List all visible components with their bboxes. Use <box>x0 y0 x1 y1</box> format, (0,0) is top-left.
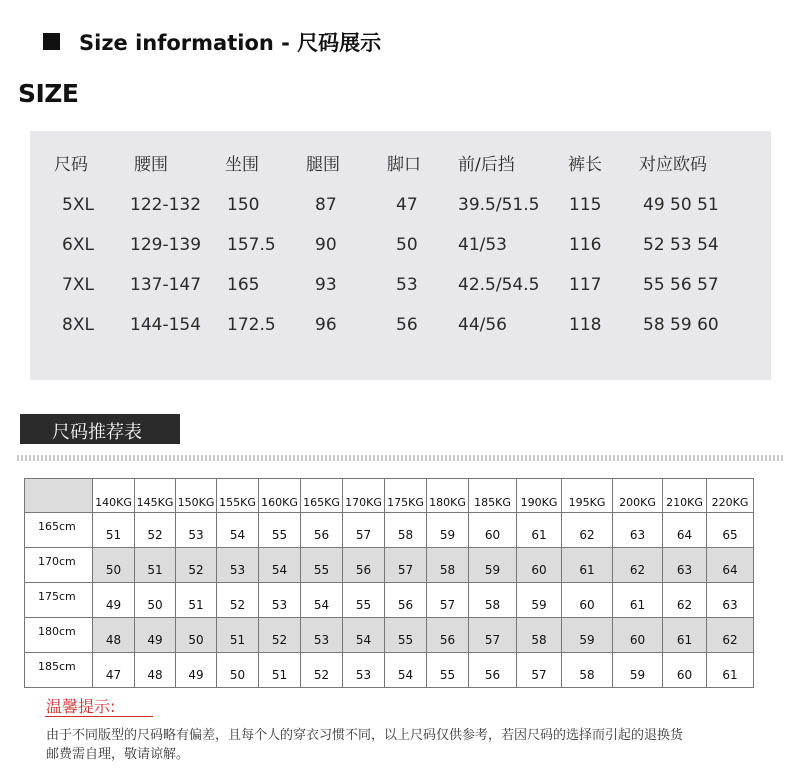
weight-header: 210KG <box>663 479 707 513</box>
size-cell: 144-154 <box>130 315 202 335</box>
size-header-cell: 裤长 <box>568 155 602 175</box>
size-cell: 96 <box>315 315 337 335</box>
size-cell: 6XL <box>62 235 94 255</box>
table-cell: 57 <box>343 513 385 548</box>
size-cell: 118 <box>569 315 602 335</box>
table-cell: 53 <box>176 513 217 548</box>
table-cell: 60 <box>663 653 707 688</box>
table-cell: 54 <box>343 618 385 653</box>
table-cell: 58 <box>469 583 517 618</box>
table-cell: 56 <box>301 513 343 548</box>
table-cell: 58 <box>427 548 469 583</box>
size-cell: 52 53 54 <box>643 235 719 255</box>
size-header-cell: 腰围 <box>134 155 168 175</box>
table-cell: 55 <box>343 583 385 618</box>
table-cell: 51 <box>259 653 301 688</box>
table-cell: 59 <box>562 618 613 653</box>
recommendation-table <box>24 478 754 688</box>
weight-header: 150KG <box>176 479 217 513</box>
weight-header: 165KG <box>301 479 343 513</box>
size-cell: 8XL <box>62 315 94 335</box>
table-cell: 52 <box>176 548 217 583</box>
table-cell: 48 <box>93 618 135 653</box>
weight-header: 155KG <box>217 479 259 513</box>
weight-header: 180KG <box>427 479 469 513</box>
size-cell: 117 <box>569 275 602 295</box>
table-cell: 56 <box>427 618 469 653</box>
table-cell: 57 <box>469 618 517 653</box>
table-cell: 52 <box>259 618 301 653</box>
table-cell: 49 <box>93 583 135 618</box>
table-cell: 57 <box>517 653 562 688</box>
table-cell: 55 <box>427 653 469 688</box>
table-cell: 51 <box>217 618 259 653</box>
table-cell: 54 <box>385 653 427 688</box>
table-cell: 56 <box>385 583 427 618</box>
size-cell: 90 <box>315 235 337 255</box>
table-cell: 60 <box>469 513 517 548</box>
table-cell: 61 <box>613 583 663 618</box>
weight-header-row <box>25 479 754 513</box>
tip-text-line: 邮费需自理，敬请谅解。 <box>46 747 190 762</box>
size-header-cell: 尺码 <box>54 155 88 175</box>
table-row <box>25 583 754 618</box>
table-row <box>25 548 754 583</box>
table-cell: 53 <box>343 653 385 688</box>
table-cell: 52 <box>301 653 343 688</box>
size-cell: 44/56 <box>458 315 507 335</box>
table-cell: 54 <box>217 513 259 548</box>
table-cell: 57 <box>385 548 427 583</box>
table-cell: 50 <box>176 618 217 653</box>
table-cell: 51 <box>93 513 135 548</box>
size-heading: SIZE <box>18 79 79 108</box>
table-cell: 60 <box>517 548 562 583</box>
size-header-cell: 坐围 <box>225 155 259 175</box>
size-cell: 172.5 <box>227 315 276 335</box>
table-row <box>25 618 754 653</box>
size-cell: 122-132 <box>130 195 202 215</box>
table-cell: 53 <box>301 618 343 653</box>
size-cell: 129-139 <box>130 235 202 255</box>
size-cell: 58 59 60 <box>643 315 719 335</box>
table-cell: 53 <box>259 583 301 618</box>
table-cell: 59 <box>427 513 469 548</box>
table-cell: 63 <box>707 583 754 618</box>
table-cell: 48 <box>135 653 176 688</box>
dotted-divider <box>17 455 783 461</box>
height-label: 180cm <box>25 618 93 653</box>
table-cell: 52 <box>217 583 259 618</box>
weight-header: 200KG <box>613 479 663 513</box>
weight-header: 190KG <box>517 479 562 513</box>
weight-header: 195KG <box>562 479 613 513</box>
table-cell: 61 <box>562 548 613 583</box>
size-cell: 55 56 57 <box>643 275 719 295</box>
size-cell: 56 <box>396 315 418 335</box>
size-cell: 116 <box>569 235 602 255</box>
weight-header: 140KG <box>93 479 135 513</box>
bullet-square-icon <box>43 33 60 50</box>
table-cell: 62 <box>663 583 707 618</box>
table-cell: 63 <box>613 513 663 548</box>
size-cell: 47 <box>396 195 418 215</box>
table-cell: 64 <box>707 548 754 583</box>
size-cell: 42.5/54.5 <box>458 275 540 295</box>
size-cell: 49 50 51 <box>643 195 719 215</box>
table-cell: 47 <box>93 653 135 688</box>
table-cell: 58 <box>562 653 613 688</box>
table-cell: 49 <box>135 618 176 653</box>
table-cell: 61 <box>517 513 562 548</box>
weight-header: 220KG <box>707 479 754 513</box>
table-cell: 61 <box>707 653 754 688</box>
table-cell: 65 <box>707 513 754 548</box>
size-cell: 53 <box>396 275 418 295</box>
table-cell: 60 <box>562 583 613 618</box>
table-cell: 59 <box>613 653 663 688</box>
size-header-cell: 对应欧码 <box>639 155 707 175</box>
size-cell: 7XL <box>62 275 94 295</box>
size-cell: 87 <box>315 195 337 215</box>
table-cell: 56 <box>343 548 385 583</box>
table-cell: 64 <box>663 513 707 548</box>
table-cell: 50 <box>217 653 259 688</box>
table-row <box>25 653 754 688</box>
size-table-panel <box>30 131 771 380</box>
table-cell: 57 <box>427 583 469 618</box>
weight-header: 145KG <box>135 479 176 513</box>
height-label: 170cm <box>25 548 93 583</box>
table-cell: 58 <box>517 618 562 653</box>
weight-header: 185KG <box>469 479 517 513</box>
table-cell: 63 <box>663 548 707 583</box>
size-cell: 50 <box>396 235 418 255</box>
table-cell: 55 <box>385 618 427 653</box>
table-cell: 50 <box>135 583 176 618</box>
table-cell: 49 <box>176 653 217 688</box>
height-label: 165cm <box>25 513 93 548</box>
tip-text-line: 由于不同版型的尺码略有偏差，且每个人的穿衣习惯不同，以上尺码仅供参考，若因尺码的选择而引起的退换货 <box>46 728 684 743</box>
table-cell: 59 <box>517 583 562 618</box>
size-cell: 115 <box>569 195 602 215</box>
weight-header: 160KG <box>259 479 301 513</box>
table-cell: 58 <box>385 513 427 548</box>
weight-header: 175KG <box>385 479 427 513</box>
table-cell: 62 <box>707 618 754 653</box>
table-cell: 52 <box>135 513 176 548</box>
height-label: 175cm <box>25 583 93 618</box>
table-cell: 60 <box>613 618 663 653</box>
table-cell: 50 <box>93 548 135 583</box>
table-cell: 54 <box>259 548 301 583</box>
size-header-cell: 腿围 <box>306 155 340 175</box>
table-cell: 56 <box>469 653 517 688</box>
tip-underline <box>45 716 153 717</box>
size-cell: 41/53 <box>458 235 507 255</box>
size-header-cell: 前/后挡 <box>458 155 515 175</box>
table-cell: 55 <box>259 513 301 548</box>
size-cell: 5XL <box>62 195 94 215</box>
size-cell: 93 <box>315 275 337 295</box>
size-cell: 39.5/51.5 <box>458 195 540 215</box>
page-title: Size information - 尺码展示 <box>79 31 382 55</box>
table-cell: 59 <box>469 548 517 583</box>
size-cell: 157.5 <box>227 235 276 255</box>
table-corner-cell <box>25 479 93 513</box>
table-row <box>25 513 754 548</box>
table-cell: 55 <box>301 548 343 583</box>
recommendation-banner-label: 尺码推荐表 <box>52 422 142 443</box>
height-label: 185cm <box>25 653 93 688</box>
size-cell: 150 <box>227 195 260 215</box>
size-cell: 165 <box>227 275 260 295</box>
size-header-cell: 脚口 <box>387 155 421 175</box>
table-cell: 53 <box>217 548 259 583</box>
weight-header: 170KG <box>343 479 385 513</box>
table-cell: 61 <box>663 618 707 653</box>
table-cell: 62 <box>562 513 613 548</box>
table-cell: 51 <box>135 548 176 583</box>
table-cell: 51 <box>176 583 217 618</box>
table-cell: 54 <box>301 583 343 618</box>
table-cell: 62 <box>613 548 663 583</box>
tip-title: 温馨提示: <box>46 697 116 716</box>
size-cell: 137-147 <box>130 275 202 295</box>
